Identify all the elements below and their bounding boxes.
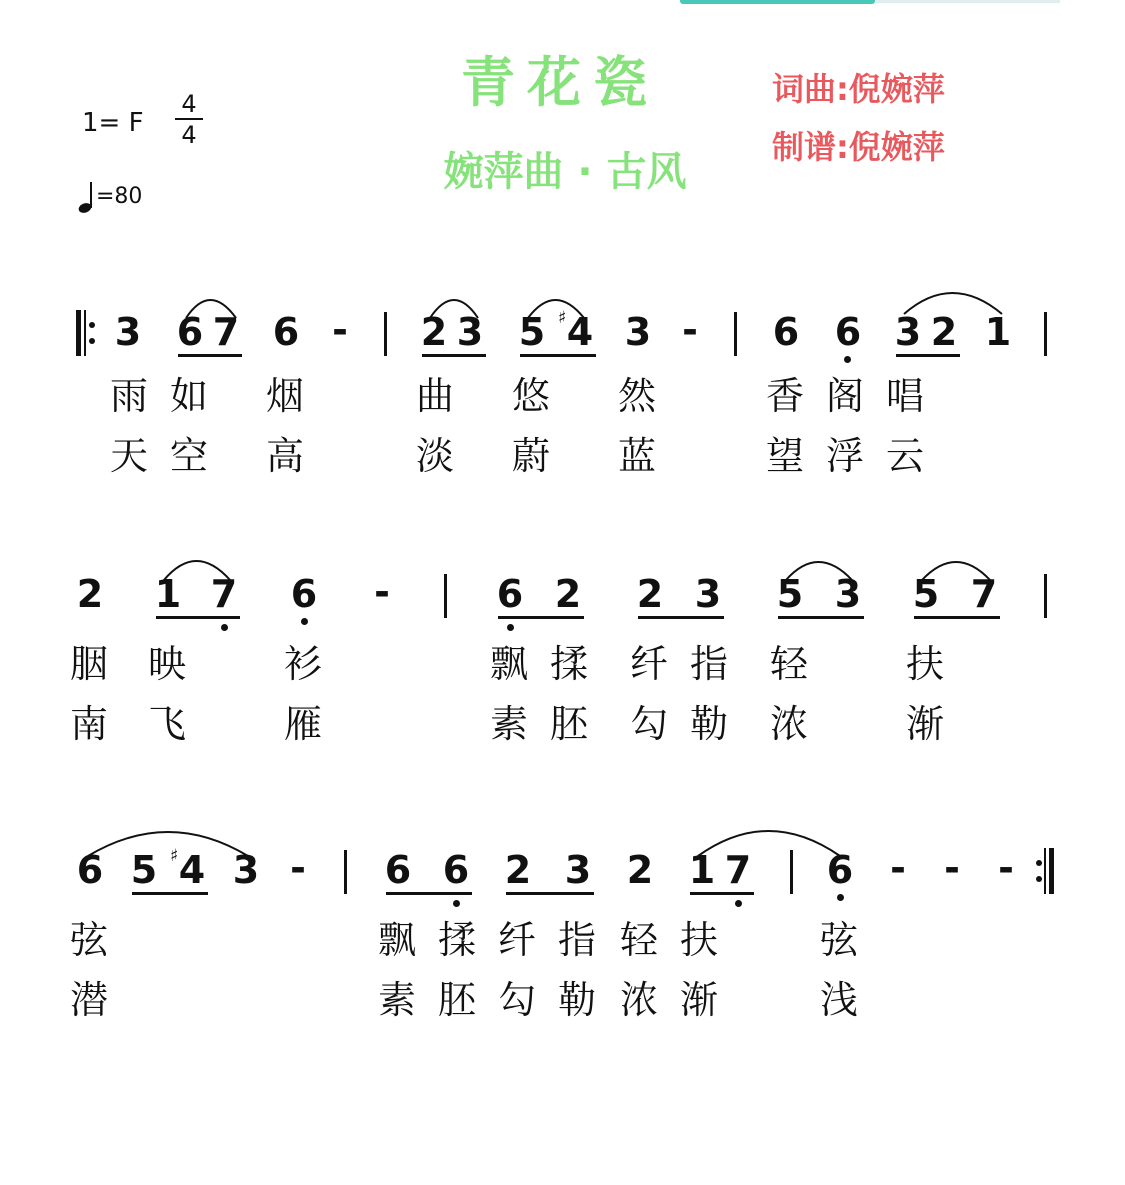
sharp-sign: ♯ <box>558 308 567 328</box>
note: 3 <box>694 572 722 616</box>
slur <box>88 832 248 856</box>
dash: - <box>290 846 306 890</box>
note: 7 <box>212 310 240 354</box>
lyric: 潜 <box>69 978 108 1022</box>
dash: - <box>374 570 390 614</box>
dash: - <box>682 308 698 352</box>
note: 2 <box>626 848 654 892</box>
lyric: 云 <box>885 434 924 478</box>
note: 3 <box>624 310 652 354</box>
dash: - <box>944 846 960 890</box>
lyric: 悠 <box>511 374 550 418</box>
slur <box>786 562 852 580</box>
dash: - <box>998 846 1014 890</box>
dash: - <box>332 308 348 352</box>
lyric: 渐 <box>905 702 944 746</box>
note: 7 <box>724 848 752 892</box>
lyric: 渐 <box>679 978 718 1022</box>
note: 1 <box>154 572 182 616</box>
note: 2 <box>554 572 582 616</box>
note: 6 <box>826 848 854 892</box>
slur <box>528 300 584 318</box>
note: 5 <box>776 572 804 616</box>
slur <box>430 300 478 318</box>
lyric: 天 <box>109 434 148 478</box>
lyric: 唱 <box>885 374 924 418</box>
note: 7 <box>210 572 238 616</box>
lyric: 然 <box>617 374 656 418</box>
note: 3 <box>232 848 260 892</box>
lyric: 飘 <box>489 642 528 686</box>
note: 2 <box>420 310 448 354</box>
lyric: 揉 <box>437 918 476 962</box>
slur <box>922 562 990 580</box>
time-signature-numerator: 4 <box>181 90 197 118</box>
note: 6 <box>834 310 862 354</box>
lyric: 胚 <box>549 702 588 746</box>
note: 6 <box>176 310 204 354</box>
note: 1 <box>688 848 716 892</box>
lyric: 揉 <box>549 642 588 686</box>
lyric: 轻 <box>619 918 658 962</box>
note: 6 <box>384 848 412 892</box>
lyric: 勾 <box>629 702 668 746</box>
lyric: 映 <box>147 642 186 686</box>
song-subtitle: 婉萍曲 · 古风 <box>443 149 687 195</box>
lyric: 望 <box>765 434 804 478</box>
lyric: 阁 <box>825 374 864 418</box>
lyric: 飘 <box>377 918 416 962</box>
lyric: 高 <box>265 434 304 478</box>
lyric: 胚 <box>437 978 476 1022</box>
note: 5 <box>518 310 546 354</box>
note: 4 <box>566 310 594 354</box>
lyric: 雨 <box>109 374 148 418</box>
note: 2 <box>930 310 958 354</box>
note: 1 <box>984 310 1012 354</box>
lyric: 指 <box>557 918 596 962</box>
lyric: 浓 <box>619 978 658 1022</box>
note: 3 <box>114 310 142 354</box>
slur <box>186 300 236 318</box>
lyric: 飞 <box>147 702 186 746</box>
song-title: 青花瓷 <box>461 51 659 114</box>
note: 3 <box>564 848 592 892</box>
note: 5 <box>130 848 158 892</box>
lyric: 素 <box>489 702 528 746</box>
lyric: 扶 <box>679 918 718 962</box>
note: 7 <box>970 572 998 616</box>
lyric: 蔚 <box>511 434 550 478</box>
lyric: 香 <box>765 374 804 418</box>
key-signature: 1= F <box>82 108 144 138</box>
lyric: 蓝 <box>617 434 656 478</box>
note: 6 <box>290 572 318 616</box>
tempo-value: =80 <box>96 184 143 209</box>
lyric: 曲 <box>415 374 454 418</box>
lyric: 弦 <box>819 918 858 962</box>
note: 2 <box>76 572 104 616</box>
lyric: 如 <box>169 374 208 418</box>
note: 2 <box>636 572 664 616</box>
note: 6 <box>496 572 524 616</box>
lyric: 衫 <box>283 642 322 686</box>
lyric: 浅 <box>819 978 858 1022</box>
slur <box>164 561 230 580</box>
note: 6 <box>76 848 104 892</box>
lyric: 纤 <box>497 918 536 962</box>
lyric: 弦 <box>69 918 108 962</box>
note: 3 <box>834 572 862 616</box>
note: 3 <box>894 310 922 354</box>
note: 6 <box>772 310 800 354</box>
note: 5 <box>912 572 940 616</box>
lyric: 勾 <box>497 978 536 1022</box>
sharp-sign: ♯ <box>170 846 179 866</box>
credit-lyrics-music: 词曲:倪婉萍 <box>772 70 945 108</box>
lyric: 浓 <box>769 702 808 746</box>
note: 6 <box>272 310 300 354</box>
lyric: 勒 <box>557 978 596 1022</box>
note: 4 <box>178 848 206 892</box>
note: 2 <box>504 848 532 892</box>
lyric: 轻 <box>769 642 808 686</box>
lyric: 勒 <box>689 702 728 746</box>
lyric: 素 <box>377 978 416 1022</box>
lyric: 指 <box>689 642 728 686</box>
lyric: 纤 <box>629 642 668 686</box>
lyric: 南 <box>69 702 108 746</box>
lyric: 淡 <box>415 434 454 478</box>
note: 6 <box>442 848 470 892</box>
lyric: 烟 <box>265 374 304 418</box>
lyric: 雁 <box>283 702 322 746</box>
slur <box>904 293 1002 314</box>
lyric: 浮 <box>825 434 864 478</box>
note: 3 <box>456 310 484 354</box>
lyric: 胭 <box>69 642 108 686</box>
lyric: 空 <box>169 434 208 478</box>
dash: - <box>890 846 906 890</box>
lyric: 扶 <box>905 642 944 686</box>
credit-notation: 制谱:倪婉萍 <box>772 128 945 166</box>
time-signature-denominator: 4 <box>181 121 197 149</box>
slur <box>698 831 840 856</box>
